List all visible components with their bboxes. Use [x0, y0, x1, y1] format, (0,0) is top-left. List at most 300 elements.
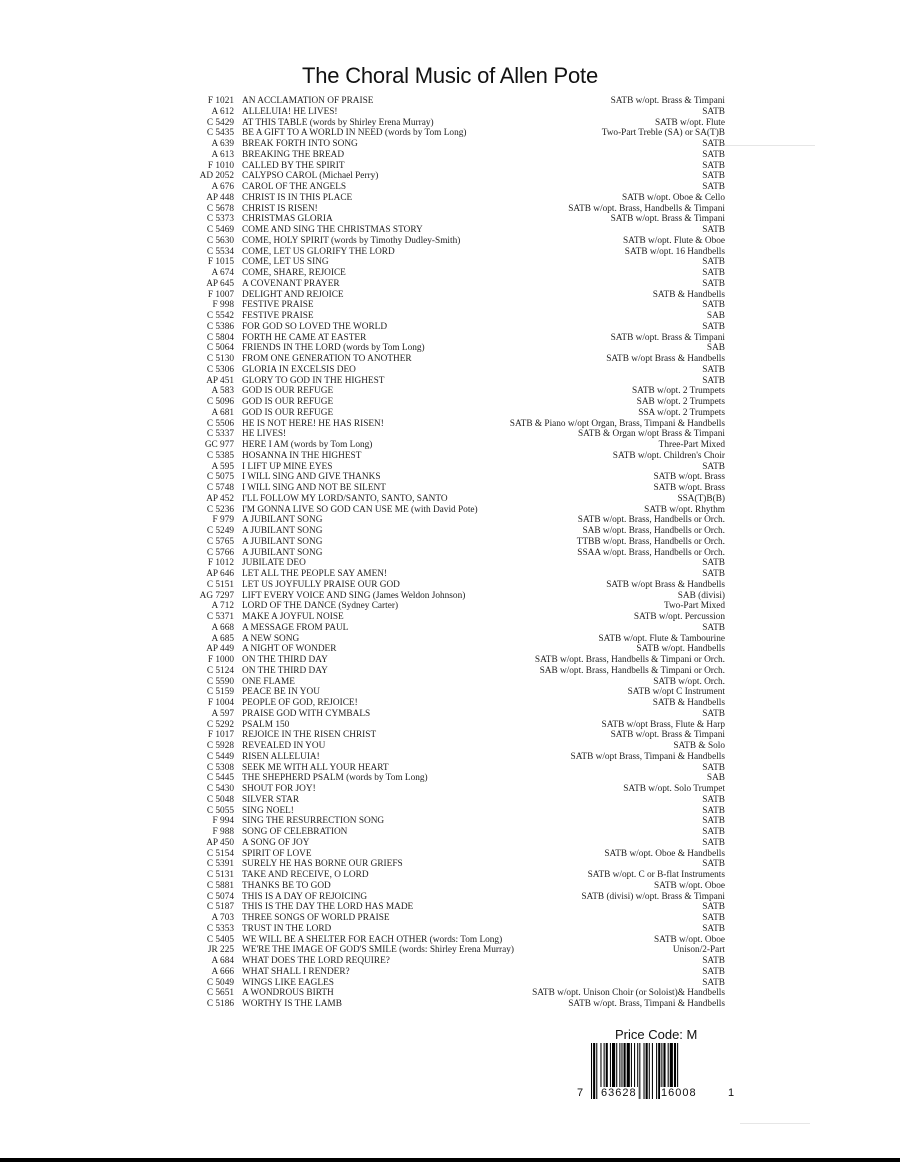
catalog-row: [190, 171, 725, 182]
voicing: SAB: [706, 311, 725, 321]
voicing: SATB w/opt. Brass: [653, 483, 725, 493]
catalog-row: [190, 827, 725, 838]
catalog-number: A 612: [211, 106, 234, 117]
scan-artifact-line: [740, 1123, 810, 1124]
song-title: AT THIS TABLE (words by Shirley Erena Murray): [242, 117, 434, 128]
voicing: SATB: [702, 569, 725, 579]
voicing: SATB: [702, 321, 725, 332]
voicing: SATB w/opt. Orch.: [653, 676, 725, 687]
catalog-number: C 5678: [206, 203, 234, 214]
catalog-row: [190, 236, 725, 247]
catalog-row: [190, 462, 725, 473]
catalog-number: A 595: [211, 461, 234, 472]
catalog-row: [190, 763, 725, 774]
catalog-number: C 5630: [206, 235, 234, 246]
barcode-digit-left: 7: [577, 1087, 584, 1099]
catalog-number: C 5804: [206, 332, 234, 343]
catalog-row: [190, 268, 725, 279]
voicing: SATB w/opt Brass & Handbells: [606, 354, 725, 364]
catalog-row: [190, 354, 725, 365]
voicing: SATB w/opt. Brass: [653, 472, 725, 483]
song-title: SING THE RESURRECTION SONG: [242, 816, 385, 827]
voicing: SATB & Handbells: [652, 698, 725, 708]
catalog-number: AG 7297: [199, 590, 234, 601]
catalog-row: [190, 333, 725, 344]
catalog-row: [190, 806, 725, 817]
catalog-row: [190, 526, 725, 537]
barcode-bar: [596, 1043, 597, 1099]
song-title: CALYPSO CAROL (Michael Perry): [242, 171, 379, 182]
catalog-row: [190, 161, 725, 172]
song-title: FORTH HE CAME AT EASTER: [242, 332, 367, 343]
catalog-row: [190, 687, 725, 698]
voicing: SATB w/opt. Percussion: [633, 612, 725, 622]
catalog-row: [190, 107, 725, 118]
song-title: GOD IS OUR REFUGE: [242, 386, 334, 397]
catalog-number: AP 645: [206, 278, 234, 289]
song-title: A JUBILANT SONG: [242, 515, 323, 526]
catalog-number: A 613: [211, 149, 234, 160]
catalog-number: C 5449: [206, 751, 234, 762]
catalog-number: C 5651: [206, 988, 234, 999]
voicing: SATB: [702, 160, 725, 171]
catalog-number: C 5337: [206, 429, 234, 440]
catalog-number: A 674: [211, 268, 234, 278]
song-title: A JUBILANT SONG: [242, 526, 323, 536]
catalog-number: C 5131: [206, 870, 234, 880]
catalog-row: [190, 300, 725, 311]
song-title: REVEALED IN YOU: [242, 741, 326, 751]
catalog-row: [190, 935, 725, 946]
catalog-number: C 5881: [206, 880, 234, 891]
voicing: SATB w/opt. Brass & Timpani: [610, 730, 725, 741]
song-title: A NIGHT OF WONDER: [242, 644, 337, 655]
catalog-number: A 583: [211, 386, 234, 397]
voicing: SATB: [702, 859, 725, 870]
song-title: ONE FLAME: [242, 676, 295, 687]
song-title: A MESSAGE FROM PAUL: [242, 622, 349, 633]
song-title: GLORY TO GOD IN THE HIGHEST: [242, 375, 385, 386]
voicing: SATB w/opt. 2 Trumpets: [632, 386, 725, 397]
voicing: SATB: [702, 558, 725, 569]
catalog-row: [190, 548, 725, 559]
catalog-row: [190, 591, 725, 602]
song-title: FROM ONE GENERATION TO ANOTHER: [242, 354, 412, 364]
voicing: SATB: [702, 364, 725, 375]
catalog-number: JR 225: [207, 945, 234, 956]
song-title: LIFT EVERY VOICE AND SING (James Weldon Johnson): [242, 590, 466, 601]
catalog-list: [190, 96, 725, 1010]
catalog-number: C 5159: [206, 687, 234, 698]
catalog-row: [190, 655, 725, 666]
catalog-row: [190, 677, 725, 688]
catalog-row: [190, 515, 725, 526]
catalog-number: C 5064: [206, 343, 234, 354]
page-bottom-border: [0, 1158, 900, 1162]
catalog-row: [190, 601, 725, 612]
voicing: SATB w/opt. 16 Handbells: [624, 246, 725, 257]
catalog-row: [190, 956, 725, 967]
song-title: SHOUT FOR JOY!: [242, 784, 316, 794]
catalog-row: [190, 967, 725, 978]
catalog-row: [190, 752, 725, 763]
voicing: SATB & Handbells: [652, 289, 725, 300]
catalog-number: C 5292: [206, 719, 234, 730]
song-title: CAROL OF THE ANGELS: [242, 182, 347, 192]
catalog-number: C 5124: [206, 665, 234, 676]
catalog-row: [190, 870, 725, 881]
catalog-number: C 5542: [206, 311, 234, 321]
voicing: SATB: [702, 805, 725, 816]
catalog-number: F 1021: [207, 96, 234, 106]
catalog-row: [190, 892, 725, 903]
song-title: PRAISE GOD WITH CYMBALS: [242, 708, 371, 719]
catalog-number: AP 452: [206, 493, 234, 504]
page-title: The Choral Music of Allen Pote: [301, 63, 599, 88]
catalog-row: [190, 150, 725, 161]
song-title: BE A GIFT TO A WORLD IN NEED (words by Tom Long): [242, 128, 467, 139]
catalog-number: F 1012: [207, 558, 234, 569]
voicing: SATB w/opt. Handbells: [636, 644, 725, 655]
catalog-number: C 5405: [206, 934, 234, 945]
catalog-number: C 5534: [206, 246, 234, 257]
voicing: SATB: [702, 977, 725, 988]
catalog-number: F 1007: [207, 289, 234, 300]
voicing: SAB w/opt. 2 Trumpets: [636, 397, 725, 407]
barcode-bar: [656, 1043, 657, 1099]
catalog-number: F 1017: [207, 730, 234, 741]
voicing: TTBB w/opt. Brass, Handbells or Orch.: [576, 536, 725, 547]
catalog-row: [190, 365, 725, 376]
voicing: SATB w/opt C Instrument: [627, 687, 725, 698]
catalog-number: C 5249: [206, 526, 234, 536]
catalog-number: C 5055: [206, 805, 234, 816]
voicing: SATB (divisi) w/opt. Brass & Timpani: [581, 891, 725, 902]
catalog-row: [190, 419, 725, 430]
voicing: SATB & Piano w/opt Organ, Brass, Timpani & Handbells: [509, 418, 725, 429]
song-title: WHAT SHALL I RENDER?: [242, 966, 350, 977]
catalog-number: F 1010: [207, 160, 234, 171]
song-title: I'M GONNA LIVE SO GOD CAN USE ME (with David Pote): [242, 504, 478, 515]
song-title: JUBILATE DEO: [242, 558, 306, 569]
barcode-digits-group2: 16008: [661, 1087, 697, 1099]
voicing: SATB: [702, 106, 725, 117]
voicing: SATB: [702, 278, 725, 289]
catalog-row: [190, 838, 725, 849]
song-title: FESTIVE PRAISE: [242, 311, 314, 321]
catalog-row: [190, 730, 725, 741]
song-title: WORTHY IS THE LAMB: [242, 999, 342, 1009]
voicing: SATB: [702, 956, 725, 966]
catalog-row: [190, 279, 725, 290]
catalog-number: AP 450: [206, 837, 234, 848]
voicing: SATB w/opt. Brass, Handbells & Timpani or Orch.: [534, 655, 725, 665]
song-title: THE SHEPHERD PSALM (words by Tom Long): [242, 773, 428, 784]
voicing: SATB: [702, 923, 725, 934]
catalog-row: [190, 849, 725, 860]
voicing: SATB: [702, 794, 725, 805]
voicing: SATB: [702, 182, 725, 192]
voicing: SATB: [702, 268, 725, 278]
song-title: CHRIST IS RISEN!: [242, 203, 318, 214]
voicing: SATB: [702, 837, 725, 848]
catalog-row: [190, 429, 725, 440]
catalog-number: C 5154: [206, 848, 234, 859]
voicing: SATB w/opt Brass, Timpani & Handbells: [570, 751, 725, 762]
catalog-number: F 1004: [207, 698, 234, 708]
voicing: SSAA w/opt. Brass, Handbells or Orch.: [577, 547, 725, 558]
voicing: SAB: [706, 343, 725, 354]
catalog-row: [190, 580, 725, 591]
catalog-row: [190, 451, 725, 462]
song-title: THIS IS A DAY OF REJOICING: [242, 891, 368, 902]
catalog-row: [190, 376, 725, 387]
catalog-row: [190, 569, 725, 580]
song-title: WHAT DOES THE LORD REQUIRE?: [242, 956, 390, 966]
catalog-row: [190, 945, 725, 956]
song-title: FOR GOD SO LOVED THE WORLD: [242, 321, 388, 332]
catalog-row: [190, 257, 725, 268]
song-title: THREE SONGS OF WORLD PRAISE: [242, 913, 390, 923]
barcode-bar: [646, 1043, 648, 1099]
barcode-bar: [644, 1043, 645, 1099]
voicing: SATB: [702, 461, 725, 472]
catalog-number: F 994: [212, 816, 234, 827]
catalog-number: A 676: [211, 182, 234, 192]
barcode-digit-right: 1: [728, 1087, 735, 1099]
song-title: CHRISTMAS GLORIA: [242, 214, 333, 225]
catalog-number: F 998: [212, 300, 234, 311]
voicing: SATB w/opt Brass & Handbells: [606, 579, 725, 590]
song-title: ON THE THIRD DAY: [242, 655, 328, 665]
catalog-number: C 5928: [206, 741, 234, 751]
barcode-bar: [639, 1043, 640, 1099]
catalog-row: [190, 193, 725, 204]
catalog-row: [190, 494, 725, 505]
voicing: SATB w/opt. Brass & Timpani: [610, 214, 725, 225]
voicing: SATB: [702, 225, 725, 235]
song-title: BREAK FORTH INTO SONG: [242, 139, 358, 149]
song-title: BREAKING THE BREAD: [242, 149, 345, 160]
song-title: REJOICE IN THE RISEN CHRIST: [242, 730, 377, 741]
catalog-row: [190, 96, 725, 107]
song-title: LET ALL THE PEOPLE SAY AMEN!: [242, 569, 388, 579]
voicing: SAB (divisi): [677, 590, 725, 601]
catalog-number: A 597: [211, 708, 234, 719]
song-title: I LIFT UP MINE EYES: [242, 461, 333, 472]
voicing: SAB: [706, 773, 725, 784]
song-title: FESTIVE PRAISE: [242, 300, 314, 311]
song-title: TAKE AND RECEIVE, O LORD: [242, 870, 369, 880]
song-title: HOSANNA IN THE HIGHEST: [242, 450, 362, 461]
song-title: A COVENANT PRAYER: [242, 278, 340, 289]
song-title: I'LL FOLLOW MY LORD/SANTO, SANTO, SANTO: [242, 493, 448, 504]
catalog-number: AP 646: [206, 569, 234, 579]
song-title: THIS IS THE DAY THE LORD HAS MADE: [242, 902, 414, 913]
catalog-row: [190, 322, 725, 333]
catalog-number: C 5445: [206, 773, 234, 784]
song-title: SILVER STAR: [242, 794, 300, 805]
song-title: COME AND SING THE CHRISTMAS STORY: [242, 225, 423, 235]
catalog-number: C 5353: [206, 923, 234, 934]
song-title: COME, LET US SING: [242, 257, 329, 268]
catalog-row: [190, 666, 725, 677]
voicing: SATB w/opt. Flute: [655, 117, 725, 128]
catalog-row: [190, 483, 725, 494]
voicing: SATB: [702, 375, 725, 386]
catalog-number: A 681: [211, 407, 234, 418]
song-title: COME, HOLY SPIRIT (words by Timothy Dudley-Smith): [242, 235, 461, 246]
catalog-number: C 5766: [206, 547, 234, 558]
catalog-row: [190, 913, 725, 924]
voicing: SATB: [702, 622, 725, 633]
voicing: SATB w/opt. Brass, Handbells & Timpani: [568, 203, 725, 214]
catalog-number: F 988: [212, 827, 234, 837]
voicing: SATB w/opt. Brass, Timpani & Handbells: [568, 999, 725, 1009]
voicing: SATB: [702, 149, 725, 160]
catalog-number: C 5186: [206, 999, 234, 1009]
song-title: SEEK ME WITH ALL YOUR HEART: [242, 762, 389, 773]
voicing: SATB: [702, 966, 725, 977]
voicing: SATB: [702, 913, 725, 923]
catalog-number: C 5074: [206, 891, 234, 902]
song-title: MAKE A JOYFUL NOISE: [242, 612, 344, 622]
catalog-number: AP 448: [206, 192, 234, 203]
song-title: WE'RE THE IMAGE OF GOD'S SMILE (words: Shirley Erena Murray): [242, 945, 514, 956]
voicing: SATB & Organ w/opt Brass & Timpani: [577, 429, 725, 440]
voicing: SATB w/opt. Brass & Timpani: [610, 332, 725, 343]
catalog-row: [190, 343, 725, 354]
song-title: WE WILL BE A SHELTER FOR EACH OTHER (words: Tom Long): [242, 934, 503, 945]
voicing: SATB w/opt. Unison Choir (or Soloist)& Handbells: [532, 988, 725, 999]
song-title: HERE I AM (words by Tom Long): [242, 440, 373, 450]
voicing: SATB w/opt. Flute & Tambourine: [598, 633, 725, 644]
voicing: SATB w/opt. Children's Choir: [612, 450, 725, 461]
catalog-number: A 668: [211, 622, 234, 633]
catalog-number: C 5385: [206, 450, 234, 461]
song-title: PEACE BE IN YOU: [242, 687, 320, 698]
catalog-number: AD 2052: [199, 171, 234, 182]
voicing: Three-Part Mixed: [658, 440, 725, 450]
song-title: A JUBILANT SONG: [242, 547, 323, 558]
song-title: HE LIVES!: [242, 429, 287, 440]
voicing: SATB w/opt Brass, Flute & Harp: [601, 719, 725, 730]
catalog-row: [190, 698, 725, 709]
voicing: SATB w/opt. Rhythm: [644, 504, 725, 515]
catalog-row: [190, 902, 725, 913]
song-title: GLORIA IN EXCELSIS DEO: [242, 364, 356, 375]
catalog-number: C 5373: [206, 214, 234, 225]
song-title: ON THE THIRD DAY: [242, 665, 328, 676]
catalog-row: [190, 623, 725, 634]
catalog-row: [190, 225, 725, 236]
voicing: Two-Part Treble (SA) or SA(T)B: [601, 128, 725, 139]
song-title: PEOPLE OF GOD, REJOICE!: [242, 698, 358, 708]
song-title: THANKS BE TO GOD: [242, 880, 331, 891]
voicing: SATB w/opt. Flute & Oboe: [622, 235, 725, 246]
catalog-number: C 5765: [206, 536, 234, 547]
catalog-row: [190, 634, 725, 645]
catalog-number: C 5151: [206, 579, 234, 590]
barcode-digits-group1: 63628: [601, 1087, 637, 1099]
catalog-row: [190, 709, 725, 720]
catalog-row: [190, 924, 725, 935]
voicing: SATB w/opt. Oboe & Handbells: [604, 848, 725, 859]
catalog-row: [190, 816, 725, 827]
catalog-row: [190, 558, 725, 569]
catalog-number: A 639: [211, 139, 234, 149]
song-title: WINGS LIKE EAGLES: [242, 977, 334, 988]
voicing: SSA w/opt. 2 Trumpets: [638, 407, 725, 418]
catalog-number: GC 977: [204, 440, 234, 450]
catalog-row: [190, 408, 725, 419]
barcode-bar: [593, 1043, 595, 1099]
catalog-row: [190, 978, 725, 989]
voicing: SAB w/opt. Brass, Handbells & Timpani or Orch.: [539, 665, 725, 676]
song-title: CHRIST IS IN THIS PLACE: [242, 192, 353, 203]
song-title: SING NOEL!: [242, 805, 294, 816]
scan-artifact-line: [710, 145, 815, 146]
catalog-row: [190, 204, 725, 215]
catalog-row: [190, 118, 725, 129]
song-title: A SONG OF JOY: [242, 837, 310, 848]
voicing: SATB w/opt. Oboe: [653, 934, 725, 945]
catalog-row: [190, 644, 725, 655]
catalog-row: [190, 795, 725, 806]
catalog-row: [190, 386, 725, 397]
voicing: SATB w/opt. C or B-flat Instruments: [587, 870, 725, 880]
song-title: GOD IS OUR REFUGE: [242, 397, 334, 407]
song-title: A WONDROUS BIRTH: [242, 988, 334, 999]
voicing: SATB: [702, 902, 725, 913]
catalog-number: F 1000: [207, 655, 234, 665]
catalog-number: C 5187: [206, 902, 234, 913]
catalog-number: C 5049: [206, 977, 234, 988]
song-title: I WILL SING AND GIVE THANKS: [242, 472, 381, 483]
catalog-row: [190, 741, 725, 752]
catalog-number: C 5306: [206, 364, 234, 375]
catalog-row: [190, 290, 725, 301]
voicing: Two-Part Mixed: [663, 601, 725, 612]
voicing: SATB: [702, 708, 725, 719]
song-title: RISEN ALLELUIA!: [242, 751, 320, 762]
voicing: SATB: [702, 257, 725, 268]
catalog-row: [190, 128, 725, 139]
catalog-number: C 5506: [206, 418, 234, 429]
catalog-row: [190, 773, 725, 784]
voicing: SATB: [702, 816, 725, 827]
song-title: HE IS NOT HERE! HE HAS RISEN!: [242, 418, 384, 429]
catalog-number: C 5590: [206, 676, 234, 687]
voicing: SSA(T)B(B): [677, 493, 725, 504]
catalog-number: C 5748: [206, 483, 234, 493]
song-title: GOD IS OUR REFUGE: [242, 407, 334, 418]
catalog-number: A 666: [211, 966, 234, 977]
song-title: FRIENDS IN THE LORD (words by Tom Long): [242, 343, 425, 354]
voicing: SATB w/opt. Solo Trumpet: [623, 784, 725, 794]
catalog-row: [190, 182, 725, 193]
catalog-number: F 979: [212, 515, 234, 526]
catalog-number: C 5435: [206, 128, 234, 139]
catalog-number: AP 451: [206, 375, 234, 386]
song-title: A NEW SONG: [242, 633, 300, 644]
catalog-number: A 712: [211, 601, 234, 612]
song-title: COME, SHARE, REJOICE: [242, 268, 346, 278]
catalog-number: C 5469: [206, 225, 234, 235]
catalog-row: [190, 784, 725, 795]
catalog-row: [190, 505, 725, 516]
voicing: SAB w/opt. Brass, Handbells or Orch.: [582, 526, 725, 536]
